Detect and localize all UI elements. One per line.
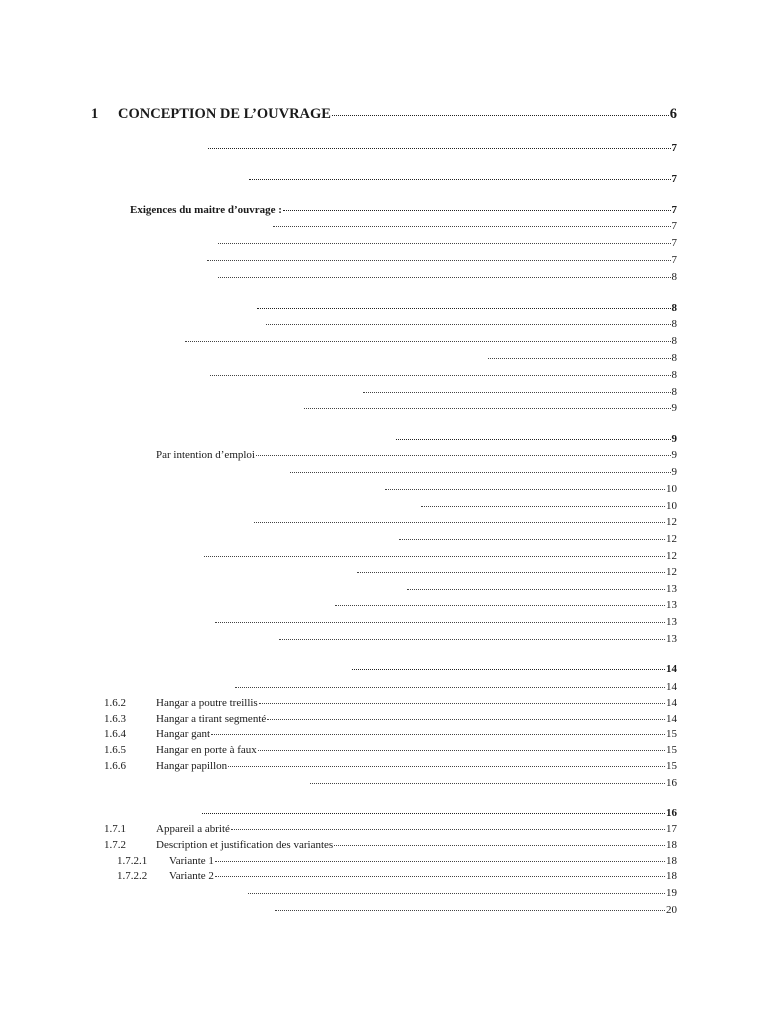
toc-entry[interactable]	[104, 840, 677, 851]
toc-dot-leader	[488, 357, 671, 359]
toc-dot-leader	[352, 668, 665, 670]
toc-entry[interactable]	[289, 467, 677, 478]
toc-entry[interactable]	[201, 808, 677, 819]
toc-entry-page: 19	[666, 887, 677, 899]
toc-entry-page: 7	[671, 204, 677, 216]
toc-entry-page: 12	[666, 550, 677, 562]
toc-entry[interactable]	[384, 484, 677, 495]
toc-entry[interactable]	[203, 551, 677, 562]
toc-entry-page: 12	[666, 516, 677, 528]
toc-dot-leader	[215, 860, 665, 862]
toc-entry-page: 8	[671, 352, 677, 364]
toc-entry[interactable]	[184, 336, 677, 347]
toc-entry-number: 1.7.2.1	[117, 855, 148, 867]
toc-entry-page: 14	[666, 713, 677, 725]
toc-dot-leader	[215, 621, 665, 623]
toc-dot-leader	[273, 225, 671, 227]
toc-entry[interactable]	[209, 370, 677, 381]
toc-entry-number: 1.7.2	[104, 839, 126, 851]
toc-entry-number: 1.7.2.2	[117, 870, 148, 882]
toc-entry-page: 17	[666, 823, 677, 835]
toc-dot-leader	[357, 571, 665, 573]
toc-entry-page: 9	[671, 402, 677, 414]
toc-entry-title: Hangar en porte à faux	[156, 744, 257, 756]
toc-entry-title: Hangar a poutre treillis	[156, 697, 258, 709]
toc-entry-page: 18	[666, 870, 677, 882]
toc-entry[interactable]	[234, 682, 677, 693]
toc-dot-leader	[399, 538, 665, 540]
toc-entry[interactable]	[487, 353, 677, 364]
toc-entry-page: 8	[671, 271, 677, 283]
toc-entry-title: CONCEPTION DE L’OUVRAGE	[118, 106, 331, 122]
toc-entry-number: 1.6.3	[104, 713, 126, 725]
toc-dot-leader	[290, 471, 671, 473]
toc-entry-title: Hangar a tirant segmenté	[156, 713, 267, 725]
toc-entry[interactable]	[303, 403, 677, 414]
toc-dot-leader	[204, 555, 665, 557]
toc-dot-leader	[228, 765, 665, 767]
toc-dot-leader	[254, 521, 665, 523]
toc-dot-leader	[335, 604, 665, 606]
toc-entry-page: 16	[666, 807, 677, 819]
toc-entry-page: 10	[666, 500, 677, 512]
toc-dot-leader	[279, 638, 665, 640]
toc-entry-title: Par intention d’emploi	[156, 449, 255, 461]
toc-entry-page: 16	[666, 777, 677, 789]
toc-entry-page: 13	[666, 583, 677, 595]
toc-entry-number: 1.6.4	[104, 728, 126, 740]
toc-entry[interactable]	[207, 143, 677, 154]
toc-entry-page: 8	[671, 369, 677, 381]
toc-entry-page: 7	[671, 142, 677, 154]
toc-entry-title: Exigences du maitre d’ouvrage :	[130, 204, 282, 216]
toc-dot-leader	[334, 844, 665, 846]
toc-entry-number: 1.6.5	[104, 744, 126, 756]
toc-entry-page: 14	[666, 663, 677, 675]
toc-dot-leader	[407, 588, 665, 590]
toc-entry-page: 13	[666, 599, 677, 611]
toc-entry[interactable]	[247, 888, 677, 899]
toc-entry-page: 10	[666, 483, 677, 495]
toc-dot-leader	[385, 488, 665, 490]
toc-entry-page: 8	[671, 302, 677, 314]
toc-entry-title: Appareil a abrité	[156, 823, 230, 835]
toc-dot-leader	[208, 147, 671, 149]
toc-dot-leader	[207, 259, 671, 261]
toc-entry[interactable]	[91, 107, 677, 122]
toc-entry[interactable]	[104, 729, 677, 740]
toc-entry[interactable]	[130, 205, 677, 216]
toc-dot-leader	[235, 686, 665, 688]
toc-dot-leader	[256, 454, 671, 456]
toc-entry-title: Variante 2	[169, 870, 214, 882]
toc-entry-page: 6	[669, 106, 677, 122]
toc-dot-leader	[210, 374, 671, 376]
toc-entry-title: Variante 1	[169, 855, 214, 867]
toc-entry[interactable]	[278, 634, 677, 645]
toc-dot-leader	[310, 782, 665, 784]
toc-entry-page: 8	[671, 386, 677, 398]
toc-entry-number: 1.6.6	[104, 760, 126, 772]
toc-entry[interactable]	[206, 255, 677, 266]
toc-entry[interactable]	[104, 745, 677, 756]
toc-entry[interactable]	[253, 517, 677, 528]
toc-dot-leader	[248, 892, 665, 894]
toc-entry[interactable]	[117, 871, 677, 882]
toc-entry-title: Hangar gant	[156, 728, 211, 740]
toc-entry[interactable]	[309, 778, 677, 789]
toc-entry[interactable]	[256, 303, 677, 314]
toc-entry-title: Description et justification des variantes	[156, 839, 334, 851]
toc-entry[interactable]	[217, 238, 677, 249]
toc-entry-page: 7	[671, 237, 677, 249]
toc-entry[interactable]	[117, 856, 677, 867]
toc-entry-page: 12	[666, 533, 677, 545]
toc-entry-page: 9	[671, 449, 677, 461]
toc-entry[interactable]	[248, 174, 677, 185]
toc-dot-leader	[202, 812, 665, 814]
toc-entry[interactable]	[398, 534, 677, 545]
toc-entry[interactable]	[406, 584, 677, 595]
toc-entry[interactable]	[351, 664, 677, 675]
toc-entry-page: 8	[671, 335, 677, 347]
toc-entry-number: 1	[91, 106, 99, 122]
toc-entry-page: 15	[666, 744, 677, 756]
toc-dot-leader	[258, 749, 665, 751]
toc-entry-page: 13	[666, 633, 677, 645]
toc-entry[interactable]	[272, 221, 677, 232]
toc-dot-leader	[421, 505, 665, 507]
toc-entry[interactable]	[274, 905, 677, 916]
toc-entry[interactable]	[362, 387, 677, 398]
toc-dot-leader	[218, 276, 671, 278]
toc-dot-leader	[332, 114, 669, 116]
toc-entry[interactable]	[217, 272, 677, 283]
toc-entry[interactable]	[265, 319, 677, 330]
toc-entry[interactable]	[104, 714, 677, 725]
toc-entry-page: 18	[666, 855, 677, 867]
toc-entry-page: 14	[666, 697, 677, 709]
toc-dot-leader	[257, 307, 671, 309]
toc-dot-leader	[275, 909, 665, 911]
toc-dot-leader	[215, 875, 665, 877]
toc-entry[interactable]	[334, 600, 677, 611]
toc-entry-page: 15	[666, 760, 677, 772]
toc-entry[interactable]	[214, 617, 677, 628]
toc-entry-page: 14	[666, 681, 677, 693]
toc-entry-number: 1.7.1	[104, 823, 126, 835]
toc-dot-leader	[267, 718, 665, 720]
toc-dot-leader	[396, 438, 671, 440]
toc-entry[interactable]	[104, 698, 677, 709]
toc-entry[interactable]	[156, 450, 677, 461]
toc-dot-leader	[304, 407, 671, 409]
toc-entry-page: 7	[671, 220, 677, 232]
toc-entry-page: 9	[671, 433, 677, 445]
toc-entry-page: 20	[666, 904, 677, 916]
toc-dot-leader	[363, 391, 671, 393]
toc-entry[interactable]	[104, 824, 677, 835]
toc-entry-page: 15	[666, 728, 677, 740]
toc-entry-page: 13	[666, 616, 677, 628]
toc-entry[interactable]	[104, 761, 677, 772]
toc-dot-leader	[231, 828, 665, 830]
toc-dot-leader	[185, 340, 671, 342]
toc-dot-leader	[211, 733, 665, 735]
toc-entry-page: 7	[671, 173, 677, 185]
toc-entry[interactable]	[395, 434, 677, 445]
toc-dot-leader	[259, 702, 665, 704]
toc-entry-page: 18	[666, 839, 677, 851]
toc-entry[interactable]	[420, 501, 677, 512]
toc-dot-leader	[283, 209, 671, 211]
toc-dot-leader	[249, 178, 671, 180]
toc-dot-leader	[218, 242, 671, 244]
toc-entry-page: 8	[671, 318, 677, 330]
toc-dot-leader	[266, 323, 671, 325]
toc-entry-page: 12	[666, 566, 677, 578]
toc-entry[interactable]	[356, 567, 677, 578]
toc-entry-title: Hangar papillon	[156, 760, 228, 772]
toc-entry-number: 1.6.2	[104, 697, 126, 709]
toc-entry-page: 7	[671, 254, 677, 266]
toc-entry-page: 9	[671, 466, 677, 478]
